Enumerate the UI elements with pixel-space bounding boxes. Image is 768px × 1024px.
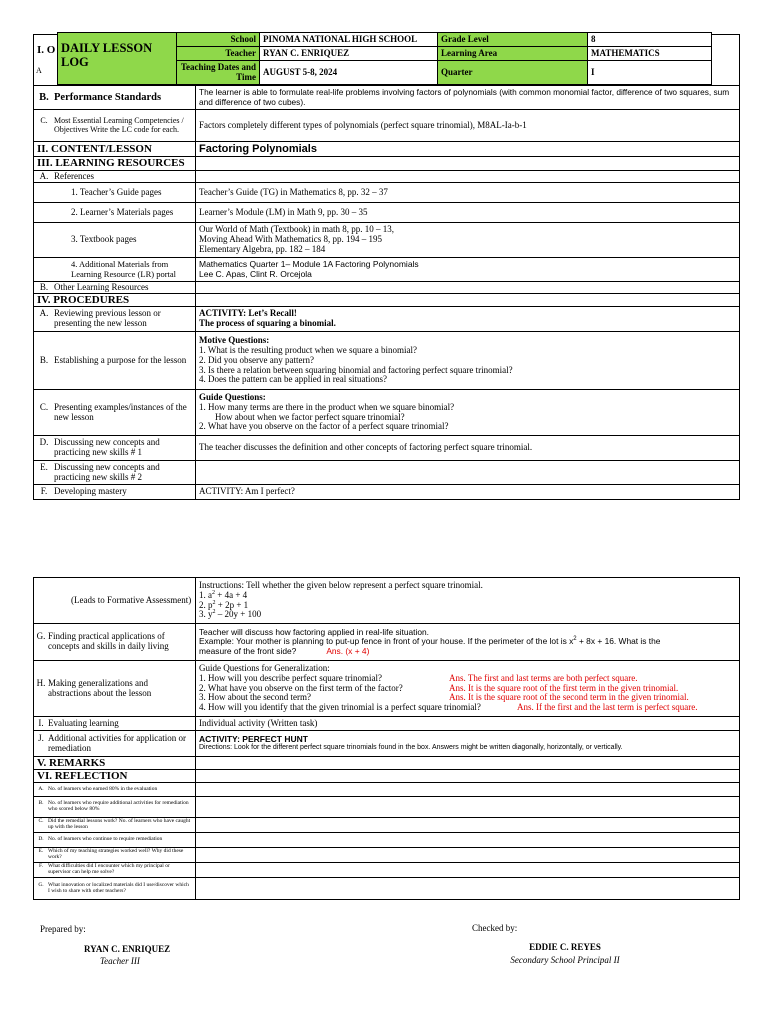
procedure-g-label: G. Finding practical applications of concepts and skills in daily living [34, 624, 196, 661]
procedure-i-text: Individual activity (Written task) [196, 717, 740, 731]
reflection-answer-d [196, 833, 740, 848]
procedure-j-text: ACTIVITY: PERFECT HUNT Directions: Look for the different perfect square trinomials found in the box. Answers might be written diagonally, horizontally, or vertically. [196, 731, 740, 757]
additional-materials-text: Mathematics Quarter 1– Module 1A Factoring Polynomials Lee C. Apas, Clint R. Orcejola [196, 258, 740, 282]
procedure-c-text: Guide Questions: 1. How many terms are there in the product when we square binomial? How about when we factor perfect square trinomial? 2. What have you observe on the factor of a perfect square trinomial? [196, 390, 740, 436]
objectives-header: I. O [34, 35, 196, 86]
reflection-item-e: E. Which of my teaching strategies worked well? Why did these work? [34, 848, 196, 863]
teachers-guide-label: 1. Teacher’s Guide pages [34, 183, 196, 203]
references-label: A. References [34, 171, 196, 183]
school-label: School [177, 33, 260, 47]
melc-text: Factors completely different types of polynomials (perfect square trinomial), M8AL-Ia-b-1 [196, 110, 740, 142]
teachers-guide-text: Teacher’s Guide (TG) in Mathematics 8, pp. 32 – 37 [196, 183, 740, 203]
procedure-j-label: J. Additional activities for application or remediation [34, 731, 196, 757]
prepared-by-name: RYAN C. ENRIQUEZ [84, 944, 171, 954]
procedure-a-text: ACTIVITY: Let’s Recall! The process of squaring a binomial. [196, 307, 740, 332]
additional-materials-label: 4. Additional Materials from Learning Resource (LR) portal [34, 258, 196, 282]
remarks-blank [196, 757, 740, 770]
learners-materials-label: 2. Learner’s Materials pages [34, 203, 196, 223]
prepared-by-title: Teacher III [100, 956, 140, 966]
content-lesson-label: II. CONTENT/LESSON [34, 142, 196, 157]
performance-standards-label: B. Performance Standards [34, 86, 196, 110]
other-resources-blank [196, 282, 740, 294]
teacher-label: Teacher [177, 47, 260, 61]
procedure-b-label: B. Establishing a purpose for the lesson [34, 332, 196, 390]
learning-resources-blank [196, 157, 740, 171]
procedure-f-label: F. Developing mastery [34, 485, 196, 500]
reflection-item-b: B. No. of learners who require additional activities for remediation who scored below 80% [34, 797, 196, 818]
teaching-dates-value: AUGUST 5-8, 2024 [260, 61, 438, 85]
learning-resources-label: III. LEARNING RESOURCES [34, 157, 196, 171]
formative-assessment-text: Instructions: Tell whether the given below represent a perfect square trinomial. 1. $a^2 + 4a + 4$ 2. $p^2 + 2p + 1$ 3. $y^2 - 20y + 100$ [196, 578, 740, 624]
procedure-a-label: A. Reviewing previous lesson or presenting the new lesson [34, 307, 196, 332]
other-resources-label: B. Other Learning Resources [34, 282, 196, 294]
reflection-blank [196, 770, 740, 783]
reflection-answer-c [196, 818, 740, 833]
reflection-answer-b [196, 797, 740, 818]
learning-area-label: Learning Area [438, 47, 588, 61]
reflection-label: VI. REFLECTION [34, 770, 196, 783]
procedure-i-label: I. Evaluating learning [34, 717, 196, 731]
checked-by-label: Checked by: [472, 923, 518, 933]
procedures-blank [196, 294, 740, 307]
procedure-e-label: E. Discussing new concepts and practicing new skills # 2 [34, 461, 196, 485]
reflection-item-d: D. No. of learners who continue to require remediation [34, 833, 196, 848]
quarter-value: I [588, 61, 712, 85]
reflection-item-g: G. What innovation or localized materials did I use/discover which I wish to share with other teachers? [34, 878, 196, 900]
lesson-log-table-page1 [33, 34, 740, 500]
reflection-answer-e [196, 848, 740, 863]
reflection-item-a: A. No. of learners who earned 80% in the evaluation [34, 783, 196, 797]
procedure-d-label: D. Discussing new concepts and practicing new skills # 1 [34, 436, 196, 461]
performance-standards-text: The learner is able to formulate real-life problems involving factors of polynomials (with common monomial factor, difference of two squares, sum and difference of two cubes). [196, 86, 740, 110]
grade-level-value: 8 [588, 33, 712, 47]
procedure-c-label: C. Presenting examples/instances of the new lesson [34, 390, 196, 436]
procedure-h-label: H. Making generalizations and abstractions about the lesson [34, 661, 196, 717]
reflection-answer-a [196, 783, 740, 797]
melc-label: C. Most Essential Learning Competencies / Objectives Write the LC code for each. [34, 110, 196, 142]
procedure-g-text: Teacher will discuss how factoring applied in real-life situation. Example: Your mother is planning to put-up fence in front of your house. If the perimeter of the lot is $x^2 + 8x + 16$. What is the measure of the front side? Ans. (x + 4) [196, 624, 740, 661]
reflection-answer-f [196, 863, 740, 878]
procedures-label: IV. PROCEDURES [34, 294, 196, 307]
lesson-log-table-page2 [33, 577, 740, 900]
procedure-h-text: Guide Questions for Generalization: 1. How will you describe perfect square trinomial? Ans. The first and last terms are both perfect square. 2. What have you observe on the first term of the factor? Ans. It is the square root of the first term in the given trinomial. 3. How about the second term? Ans. It is the square root of the second term in the given trinomial. 4. How will you identify that the given trinomial is a perfect square trinomial? Ans. If the first and the last term is perfect square. [196, 661, 740, 717]
textbook-pages-label: 3. Textbook pages [34, 223, 196, 258]
daily-lesson-log-title: DAILY LESSON LOG [58, 33, 177, 85]
formative-assessment-label: (Leads to Formative Assessment) [34, 578, 196, 624]
checked-by-name: EDDIE C. REYES [529, 942, 601, 952]
reflection-item-f: F. What difficulties did I encounter which my principal or supervisor can help me solve? [34, 863, 196, 878]
procedure-e-blank [196, 461, 740, 485]
teaching-dates-label: Teaching Dates and Time [177, 61, 260, 85]
prepared-by-label: Prepared by: [40, 924, 86, 934]
references-blank [196, 171, 740, 183]
reflection-answer-g [196, 878, 740, 900]
procedure-d-text: The teacher discusses the definition and other concepts of factoring perfect square trinomial. [196, 436, 740, 461]
teacher-value: RYAN C. ENRIQUEZ [260, 47, 438, 61]
objectives-a-stub: A [36, 66, 42, 75]
content-lesson-text: Factoring Polynomials [196, 142, 740, 157]
school-value: PINOMA NATIONAL HIGH SCHOOL [260, 33, 438, 47]
grade-level-label: Grade Level [438, 33, 588, 47]
learning-area-value: MATHEMATICS [588, 47, 712, 61]
learners-materials-text: Learner’s Module (LM) in Math 9, pp. 30 – 35 [196, 203, 740, 223]
checked-by-title: Secondary School Principal II [510, 955, 620, 965]
remarks-label: V. REMARKS [34, 757, 196, 770]
header-info-table [57, 32, 712, 85]
procedure-f-text: ACTIVITY: Am I perfect? [196, 485, 740, 500]
procedure-b-text: Motive Questions: 1. What is the resulting product when we square a binomial? 2. Did you observe any pattern? 3. Is there a relation between squaring binomial and factoring perfect square trinomial? 4. Does the pattern can be applied in real situations? [196, 332, 740, 390]
reflection-item-c: C. Did the remedial lessons work? No. of learners who have caught up with the lesson [34, 818, 196, 833]
textbook-pages-text: Our World of Math (Textbook) in math 8, pp. 10 – 13, Moving Ahead With Mathematics 8, pp. 194 – 195 Elementary Algebra, pp. 182 – 184 [196, 223, 740, 258]
quarter-label: Quarter [438, 61, 588, 85]
